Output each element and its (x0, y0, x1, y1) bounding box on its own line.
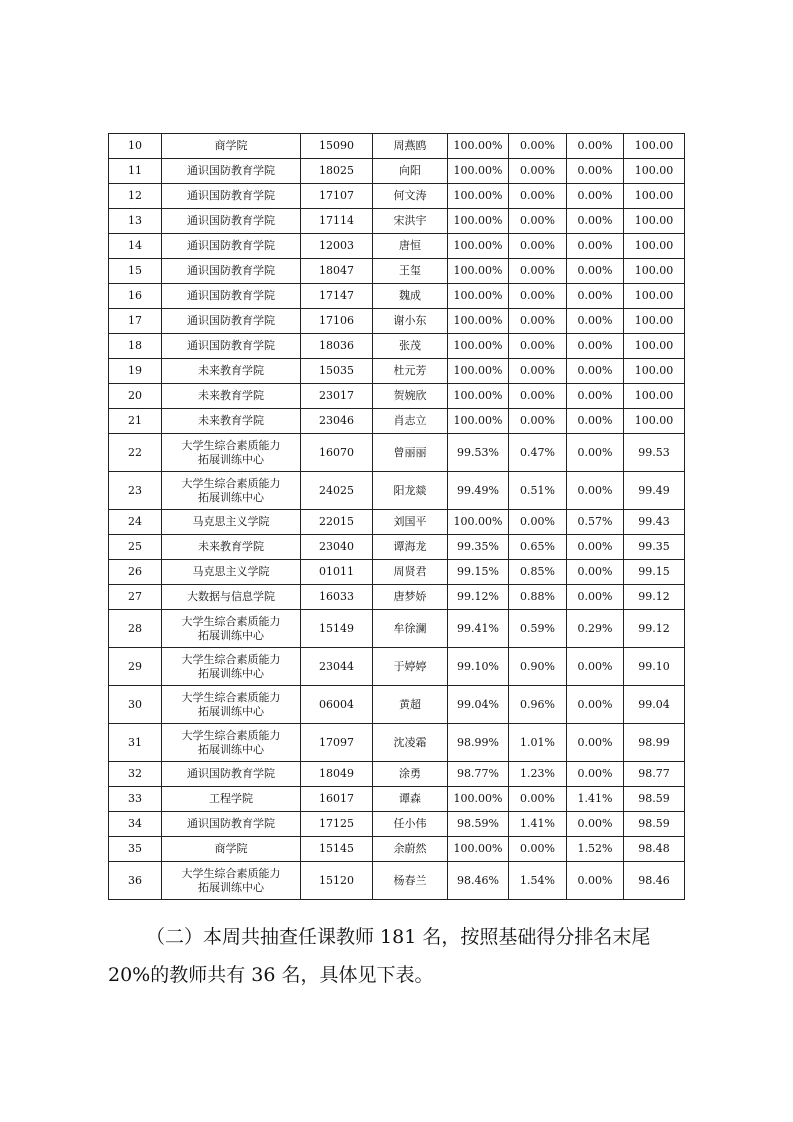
cell-line: 拓展训练中心 (198, 666, 264, 680)
table-row (109, 560, 685, 585)
cell-rate-3: 0.00% (567, 334, 624, 359)
cell-college: 马克思主义学院 (162, 510, 301, 535)
cell-row-number: 28 (109, 610, 162, 648)
cell-rate-1: 100.00% (448, 837, 509, 862)
cell-teacher-name: 杨春兰 (373, 862, 448, 900)
cell-score: 100.00 (624, 284, 685, 309)
cell-teacher-name: 唐梦娇 (373, 585, 448, 610)
cell-rate-1: 100.00% (448, 409, 509, 434)
cell-line: 大学生综合素质能力 (181, 728, 281, 742)
cell-row-number: 10 (109, 134, 162, 159)
cell-rate-3: 0.00% (567, 284, 624, 309)
cell-rate-2: 0.88% (509, 585, 567, 610)
cell-row-number: 24 (109, 510, 162, 535)
cell-rate-1: 99.04% (448, 686, 509, 724)
table-row (109, 359, 685, 384)
cell-rate-3: 0.29% (567, 610, 624, 648)
cell-rate-1: 100.00% (448, 359, 509, 384)
cell-row-number: 34 (109, 812, 162, 837)
cell-rate-3: 0.00% (567, 535, 624, 560)
cell-college: 马克思主义学院 (162, 560, 301, 585)
cell-rate-1: 100.00% (448, 787, 509, 812)
cell-row-number: 23 (109, 472, 162, 510)
table-row (109, 434, 685, 472)
cell-college: 通识国防教育学院 (162, 159, 301, 184)
cell-rate-3: 0.00% (567, 762, 624, 787)
cell-teacher-name: 曾丽丽 (373, 434, 448, 472)
cell-score: 99.10 (624, 648, 685, 686)
cell-teacher-id: 24025 (301, 472, 373, 510)
cell-rate-1: 100.00% (448, 384, 509, 409)
cell-college (162, 434, 301, 472)
cell-teacher-id: 23046 (301, 409, 373, 434)
cell-rate-3: 0.00% (567, 159, 624, 184)
cell-rate-2: 1.54% (509, 862, 567, 900)
cell-rate-3: 0.00% (567, 209, 624, 234)
cell-teacher-id: 15035 (301, 359, 373, 384)
cell-rate-3: 1.41% (567, 787, 624, 812)
cell-college: 通识国防教育学院 (162, 259, 301, 284)
cell-row-number: 16 (109, 284, 162, 309)
table-row (109, 686, 685, 724)
cell-college (162, 648, 301, 686)
cell-score: 99.15 (624, 560, 685, 585)
cell-row-number: 33 (109, 787, 162, 812)
table-row (109, 234, 685, 259)
cell-teacher-id: 16017 (301, 787, 373, 812)
cell-line: 拓展训练中心 (198, 628, 264, 642)
cell-college (162, 610, 301, 648)
cell-teacher-name: 刘国平 (373, 510, 448, 535)
cell-college (162, 686, 301, 724)
cell-teacher-id: 15090 (301, 134, 373, 159)
cell-teacher-id: 15145 (301, 837, 373, 862)
cell-rate-3: 0.00% (567, 184, 624, 209)
cell-rate-3: 0.00% (567, 862, 624, 900)
cell-row-number: 14 (109, 234, 162, 259)
table-row (109, 209, 685, 234)
cell-teacher-id: 12003 (301, 234, 373, 259)
cell-teacher-name: 何文涛 (373, 184, 448, 209)
cell-rate-3: 0.00% (567, 686, 624, 724)
cell-college (162, 862, 301, 900)
cell-score: 100.00 (624, 209, 685, 234)
table-row (109, 585, 685, 610)
table-row (109, 762, 685, 787)
cell-teacher-name: 谭海龙 (373, 535, 448, 560)
cell-teacher-id: 17147 (301, 284, 373, 309)
cell-teacher-name: 周贤君 (373, 560, 448, 585)
cell-score: 99.43 (624, 510, 685, 535)
cell-rate-2: 0.00% (509, 284, 567, 309)
cell-rate-2: 0.00% (509, 159, 567, 184)
cell-teacher-id: 15120 (301, 862, 373, 900)
cell-teacher-name: 任小伟 (373, 812, 448, 837)
cell-college: 未来教育学院 (162, 409, 301, 434)
cell-score: 100.00 (624, 134, 685, 159)
cell-rate-2: 0.00% (509, 787, 567, 812)
cell-teacher-id: 06004 (301, 686, 373, 724)
cell-teacher-name: 魏成 (373, 284, 448, 309)
cell-rate-2: 0.51% (509, 472, 567, 510)
cell-line: 拓展训练中心 (198, 490, 264, 504)
cell-line: 大学生综合素质能力 (181, 476, 281, 490)
cell-rate-1: 99.10% (448, 648, 509, 686)
cell-rate-2: 1.23% (509, 762, 567, 787)
cell-score: 98.99 (624, 724, 685, 762)
cell-college (162, 472, 301, 510)
cell-rate-3: 0.00% (567, 259, 624, 284)
cell-teacher-id: 01011 (301, 560, 373, 585)
cell-rate-2: 0.00% (509, 234, 567, 259)
table-row (109, 259, 685, 284)
cell-rate-1: 100.00% (448, 510, 509, 535)
cell-teacher-name: 黄超 (373, 686, 448, 724)
cell-row-number: 11 (109, 159, 162, 184)
table-row (109, 284, 685, 309)
cell-rate-3: 0.57% (567, 510, 624, 535)
table-row (109, 837, 685, 862)
cell-line: 拓展训练中心 (198, 880, 264, 894)
cell-row-number: 31 (109, 724, 162, 762)
cell-college: 未来教育学院 (162, 535, 301, 560)
cell-college: 通识国防教育学院 (162, 334, 301, 359)
cell-rate-2: 0.00% (509, 309, 567, 334)
cell-teacher-name: 贺婉欣 (373, 384, 448, 409)
cell-rate-2: 1.01% (509, 724, 567, 762)
cell-college: 通识国防教育学院 (162, 184, 301, 209)
cell-row-number: 32 (109, 762, 162, 787)
cell-rate-2: 0.59% (509, 610, 567, 648)
cell-teacher-name: 阳龙燚 (373, 472, 448, 510)
table-row (109, 862, 685, 900)
cell-score: 98.48 (624, 837, 685, 862)
cell-rate-3: 0.00% (567, 309, 624, 334)
cell-rate-2: 0.00% (509, 209, 567, 234)
table-row (109, 334, 685, 359)
cell-college: 商学院 (162, 837, 301, 862)
cell-score: 100.00 (624, 234, 685, 259)
cell-college: 通识国防教育学院 (162, 209, 301, 234)
table-row (109, 472, 685, 510)
cell-teacher-id: 17107 (301, 184, 373, 209)
cell-rate-2: 0.00% (509, 184, 567, 209)
cell-teacher-name: 宋洪宇 (373, 209, 448, 234)
cell-teacher-id: 18025 (301, 159, 373, 184)
cell-line: 大学生综合素质能力 (181, 690, 281, 704)
cell-score: 99.04 (624, 686, 685, 724)
cell-line: 大学生综合素质能力 (181, 614, 281, 628)
cell-score: 98.59 (624, 812, 685, 837)
cell-teacher-name: 谭森 (373, 787, 448, 812)
cell-rate-1: 100.00% (448, 334, 509, 359)
cell-rate-3: 0.00% (567, 234, 624, 259)
cell-score: 100.00 (624, 159, 685, 184)
cell-teacher-id: 17125 (301, 812, 373, 837)
table-row (109, 648, 685, 686)
cell-teacher-name: 于婷婷 (373, 648, 448, 686)
cell-rate-2: 1.41% (509, 812, 567, 837)
cell-college (162, 724, 301, 762)
cell-row-number: 36 (109, 862, 162, 900)
cell-rate-3: 0.00% (567, 472, 624, 510)
cell-teacher-id: 15149 (301, 610, 373, 648)
table-row (109, 787, 685, 812)
table-row (109, 384, 685, 409)
cell-row-number: 13 (109, 209, 162, 234)
cell-college: 商学院 (162, 134, 301, 159)
cell-score: 100.00 (624, 334, 685, 359)
cell-rate-2: 0.00% (509, 510, 567, 535)
cell-line: 拓展训练中心 (198, 704, 264, 718)
cell-row-number: 22 (109, 434, 162, 472)
cell-teacher-id: 23044 (301, 648, 373, 686)
cell-rate-2: 0.00% (509, 359, 567, 384)
cell-score: 100.00 (624, 359, 685, 384)
cell-rate-1: 98.46% (448, 862, 509, 900)
cell-score: 100.00 (624, 384, 685, 409)
cell-rate-2: 0.47% (509, 434, 567, 472)
cell-row-number: 27 (109, 585, 162, 610)
teacher-score-table (108, 133, 685, 900)
cell-teacher-name: 涂勇 (373, 762, 448, 787)
cell-teacher-name: 牟徐澜 (373, 610, 448, 648)
cell-line: 拓展训练中心 (198, 452, 264, 466)
cell-score: 99.49 (624, 472, 685, 510)
table-row (109, 535, 685, 560)
table-row (109, 510, 685, 535)
cell-rate-2: 0.00% (509, 409, 567, 434)
cell-rate-3: 0.00% (567, 585, 624, 610)
cell-score: 98.77 (624, 762, 685, 787)
cell-college: 未来教育学院 (162, 359, 301, 384)
cell-teacher-id: 16033 (301, 585, 373, 610)
cell-row-number: 12 (109, 184, 162, 209)
cell-rate-1: 100.00% (448, 309, 509, 334)
cell-score: 100.00 (624, 409, 685, 434)
cell-college: 通识国防教育学院 (162, 762, 301, 787)
cell-teacher-id: 18049 (301, 762, 373, 787)
cell-rate-3: 0.00% (567, 812, 624, 837)
cell-college: 通识国防教育学院 (162, 812, 301, 837)
cell-rate-3: 0.00% (567, 134, 624, 159)
cell-teacher-id: 17114 (301, 209, 373, 234)
cell-teacher-id: 17097 (301, 724, 373, 762)
cell-rate-3: 0.00% (567, 384, 624, 409)
cell-rate-2: 0.65% (509, 535, 567, 560)
cell-row-number: 30 (109, 686, 162, 724)
cell-rate-1: 99.35% (448, 535, 509, 560)
cell-college: 未来教育学院 (162, 384, 301, 409)
cell-teacher-name: 向阳 (373, 159, 448, 184)
cell-score: 100.00 (624, 309, 685, 334)
cell-rate-3: 1.52% (567, 837, 624, 862)
cell-teacher-name: 周燕鸥 (373, 134, 448, 159)
cell-teacher-name: 唐恒 (373, 234, 448, 259)
cell-rate-2: 0.00% (509, 334, 567, 359)
cell-score: 100.00 (624, 184, 685, 209)
table-row (109, 610, 685, 648)
cell-rate-2: 0.00% (509, 837, 567, 862)
cell-teacher-name: 杜元芳 (373, 359, 448, 384)
cell-college: 通识国防教育学院 (162, 234, 301, 259)
cell-row-number: 20 (109, 384, 162, 409)
cell-row-number: 17 (109, 309, 162, 334)
cell-rate-1: 99.53% (448, 434, 509, 472)
cell-rate-3: 0.00% (567, 409, 624, 434)
cell-row-number: 18 (109, 334, 162, 359)
cell-rate-2: 0.00% (509, 134, 567, 159)
cell-score: 98.46 (624, 862, 685, 900)
cell-row-number: 26 (109, 560, 162, 585)
table-row (109, 724, 685, 762)
paragraph-line-1: （二）本周共抽查任课教师 181 名，按照基础得分排名末尾 (146, 926, 651, 948)
cell-teacher-name: 肖志立 (373, 409, 448, 434)
cell-rate-3: 0.00% (567, 724, 624, 762)
cell-rate-1: 99.12% (448, 585, 509, 610)
table-row (109, 409, 685, 434)
cell-line: 拓展训练中心 (198, 742, 264, 756)
cell-rate-3: 0.00% (567, 560, 624, 585)
cell-line: 大学生综合素质能力 (181, 438, 281, 452)
table-row (109, 309, 685, 334)
cell-rate-2: 0.90% (509, 648, 567, 686)
cell-rate-2: 0.00% (509, 384, 567, 409)
cell-score: 99.12 (624, 585, 685, 610)
cell-row-number: 19 (109, 359, 162, 384)
cell-rate-1: 98.99% (448, 724, 509, 762)
cell-rate-1: 100.00% (448, 159, 509, 184)
cell-college: 大数据与信息学院 (162, 585, 301, 610)
cell-rate-1: 100.00% (448, 284, 509, 309)
cell-row-number: 29 (109, 648, 162, 686)
table-row (109, 184, 685, 209)
cell-teacher-id: 18036 (301, 334, 373, 359)
summary-paragraph (108, 918, 700, 994)
cell-college: 通识国防教育学院 (162, 309, 301, 334)
cell-teacher-id: 18047 (301, 259, 373, 284)
cell-rate-1: 100.00% (448, 259, 509, 284)
cell-score: 99.35 (624, 535, 685, 560)
cell-score: 99.53 (624, 434, 685, 472)
cell-rate-3: 0.00% (567, 434, 624, 472)
cell-teacher-name: 沈凌霜 (373, 724, 448, 762)
cell-rate-1: 98.59% (448, 812, 509, 837)
cell-college: 通识国防教育学院 (162, 284, 301, 309)
cell-rate-1: 99.41% (448, 610, 509, 648)
cell-rate-1: 99.15% (448, 560, 509, 585)
paragraph-line-2: 20%的教师共有 36 名，具体见下表。 (108, 964, 434, 986)
cell-row-number: 21 (109, 409, 162, 434)
cell-rate-2: 0.00% (509, 259, 567, 284)
cell-rate-1: 98.77% (448, 762, 509, 787)
table-row (109, 159, 685, 184)
cell-row-number: 35 (109, 837, 162, 862)
cell-rate-1: 100.00% (448, 209, 509, 234)
cell-score: 100.00 (624, 259, 685, 284)
cell-teacher-id: 23040 (301, 535, 373, 560)
cell-teacher-id: 17106 (301, 309, 373, 334)
cell-teacher-id: 16070 (301, 434, 373, 472)
cell-college: 工程学院 (162, 787, 301, 812)
cell-teacher-id: 23017 (301, 384, 373, 409)
cell-rate-1: 100.00% (448, 234, 509, 259)
cell-row-number: 25 (109, 535, 162, 560)
cell-line: 大学生综合素质能力 (181, 652, 281, 666)
table-row (109, 134, 685, 159)
cell-teacher-id: 22015 (301, 510, 373, 535)
cell-rate-2: 0.85% (509, 560, 567, 585)
cell-score: 98.59 (624, 787, 685, 812)
cell-teacher-name: 余蔚然 (373, 837, 448, 862)
cell-score: 99.12 (624, 610, 685, 648)
cell-teacher-name: 张茂 (373, 334, 448, 359)
cell-rate-3: 0.00% (567, 648, 624, 686)
cell-rate-1: 100.00% (448, 184, 509, 209)
table-body (109, 134, 685, 900)
table-row (109, 812, 685, 837)
cell-teacher-name: 王玺 (373, 259, 448, 284)
cell-line: 大学生综合素质能力 (181, 866, 281, 880)
cell-row-number: 15 (109, 259, 162, 284)
cell-rate-2: 0.96% (509, 686, 567, 724)
cell-rate-3: 0.00% (567, 359, 624, 384)
cell-rate-1: 100.00% (448, 134, 509, 159)
cell-rate-1: 99.49% (448, 472, 509, 510)
cell-teacher-name: 谢小东 (373, 309, 448, 334)
